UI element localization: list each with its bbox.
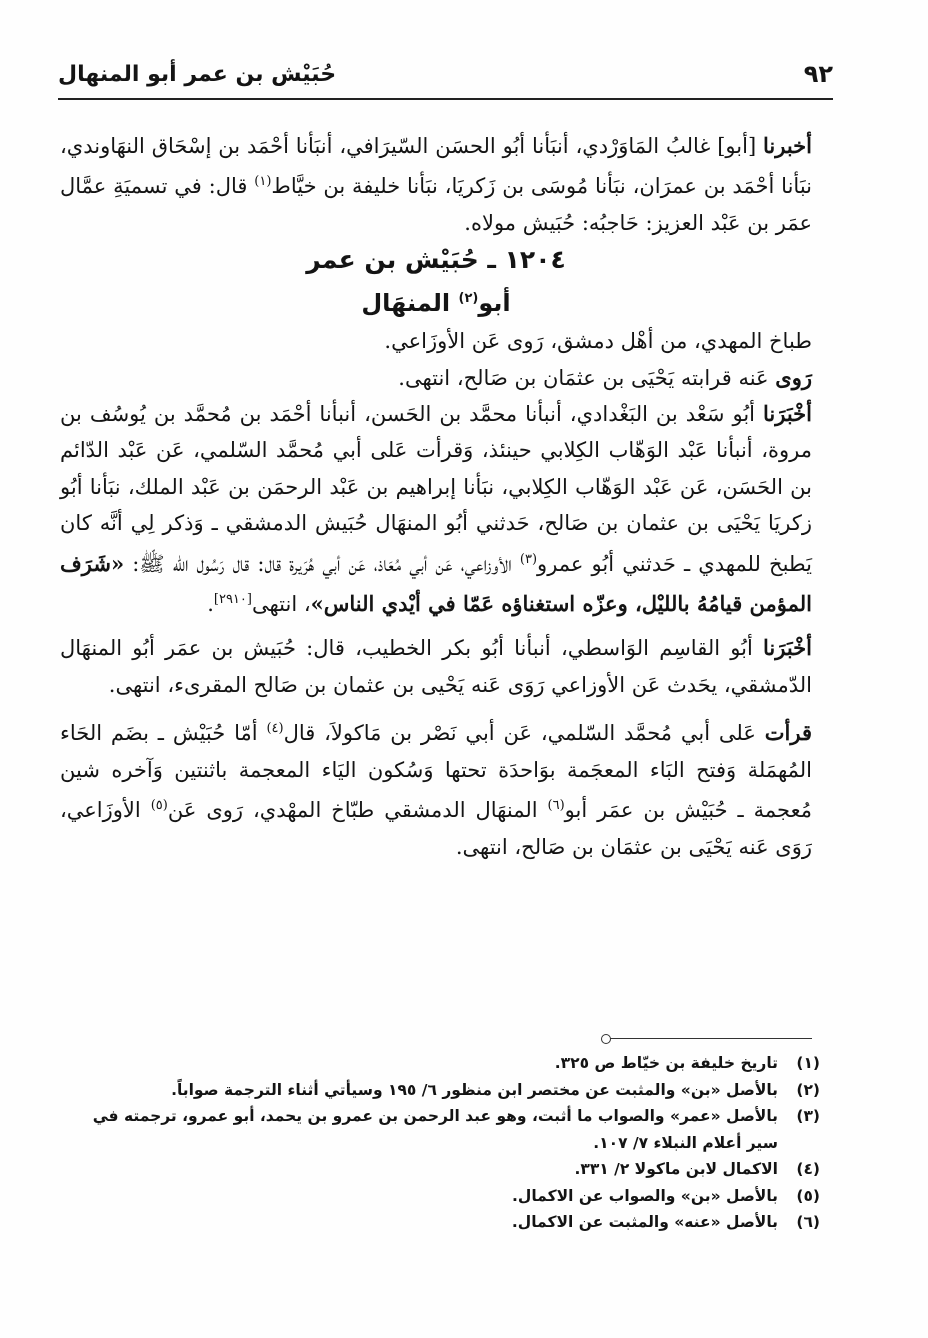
footnote-text: الاكمال لابن ماكولا ٢/ ٣٣١.	[574, 1160, 778, 1178]
paragraph-narrators	[60, 360, 812, 396]
paragraph-text: ، انتهى	[251, 592, 311, 617]
paragraph-text: الأوزاعي، عَن أبي مُعَاذ، عَن أبي هُرَيرة قال: قال رَسُول الله ﷺ:	[124, 551, 520, 576]
paragraph-hadith	[60, 396, 812, 622]
entry-subtitle-part: أبو	[478, 289, 511, 318]
footnote	[62, 1077, 820, 1104]
main-text	[60, 128, 812, 865]
footnote	[62, 1183, 820, 1210]
paragraph-isnad-1	[60, 128, 812, 241]
paragraph-makula	[60, 711, 812, 865]
footnote-marker: (٢)	[458, 291, 479, 307]
paragraph-text: عَلى أبي مُحمَّد السّلمي، عَن أبي نَصْر بن مَاكولاَ، قال	[283, 721, 765, 746]
paragraph-text: [أبو] غالبُ المَاوَرْدي، أنبَأنا أبُو الحسَن السّيرَافي، أنبَأنا أحْمَد بن إسْحَاق النهَاوندي، نبَأنا أحْمَد بن عمرَان، نبَأنا مُوسَى بن زَكريَا، نبَأنا خليفة بن خيَّاط	[60, 134, 813, 199]
paragraph-text: أبُو القاسِم الوَاسطي، أنبأنا أبُو بكر الخطيب، قال: حُبَيش بن عمَر أبُو المنهَال الدّمشقي، يحَدث عَن الأوزاعي رَوَى عَنه يَحْيى بن عثمان بن صَالح المقرىء، انتهى.	[60, 636, 812, 697]
paragraph-lead: أخْبَرَنا	[763, 635, 812, 661]
paragraph-text: قال: في تسميَةِ عمَّال عمَر بن عَبْد العزيز: حَاجبُه: حُبَيش مولاه.	[60, 174, 812, 235]
paragraph-text: عَنه قرابته يَحْيَى بن عثمَان بن صَالح، انتهى.	[398, 365, 776, 390]
paragraph-text: أمّا حُبَيْش ـ بضَم الحَاء المُهمَلة وَفتح البَاء المعجَمة بوَاحدَة تحتها وَسُكون اليَاء المعجمة باثنتين وَآخره شين مُعجمة ـ حُبَيْش بن عمَر أبو	[60, 721, 812, 823]
footnote	[62, 1156, 820, 1183]
page-header	[58, 58, 833, 100]
hadith-reference: [٢٩١٠]	[213, 592, 252, 608]
footnote-text: بالأصل «عنه» والمثبت عن الاكمال.	[511, 1213, 778, 1231]
footnote-text: بالأصل «عمر» والصواب ما أثبت، وهو عبد الرحمن بن عمرو بن يحمد، أبو عمرو، ترجمته في سير أعلام النبلاء ٧/ ١٠٧.	[92, 1107, 778, 1152]
footnote-number: (٥)	[796, 1186, 820, 1205]
footnote-text: بالأصل «بن» والصواب عن الاكمال.	[512, 1186, 778, 1205]
paragraph-khatib	[60, 630, 812, 703]
footnote-number: (١)	[796, 1054, 820, 1072]
entry-title: ١٢٠٤ ـ حُبَيْش بن عمر	[306, 245, 566, 275]
entry-subtitle	[60, 279, 812, 323]
paragraph-text: الأوزَاعي، رَوَى عَنه يَحْيَى بن عثمَان بن صَالح، انتهى.	[60, 798, 812, 859]
paragraph-lead: رَوى	[775, 364, 812, 390]
footnote-number: (٢)	[796, 1080, 820, 1099]
paragraph-bio: طباخ المهدي، من أهْل دمشق، رَوى عَن الأوزَاعي.	[384, 329, 812, 354]
footnote-text: بالأصل «بن» والمثبت عن مختصر ابن منظور ٦/ ١٩٥ وسيأتي أثناء الترجمة صواباً.	[171, 1080, 778, 1099]
footnote-number: (٤)	[796, 1160, 820, 1178]
paragraph-text: أبُو سَعْد بن البَغْدادي، أنبأنا محمَّد بن الحَسن، أنبأنا أحْمَد بن مُحمَّد بن يُوسُف بن مروة، أنبأنا عَبْد الوَهّاب الكِلابي حينئذ، وَقرأت عَلى أبي مُحمَّد السّلمي، عَن عَبْد الدّائم بن الحَسَن، عَن عَبْد الوَهّاب الكِلابي، نبَأنا إبراهيم بن عَبْد الرحمَن بن عَبْد الملك، نبَأنا أبُو زكريَا يَحْيَى بن عثمان بن صَالح، حَدثني أبُو المنهَال حُبَيش الدمشقي ـ وَذكر لِي أنَّه كان يَطبخ للمهدي ـ حَدثني أبُو عمرو	[60, 402, 812, 576]
footnote-marker: (١)	[254, 174, 272, 190]
footnote-text: تاريخ خليفة بن خيّاط ص ٣٢٥.	[554, 1054, 778, 1072]
footnote-number: (٣)	[796, 1107, 820, 1125]
footnote-number: (٦)	[796, 1213, 820, 1231]
page-number: ٩٢	[803, 60, 833, 88]
hadith-quote: «شَرَف المؤمن قيامُهُ بالليْل، وعزّه استغناؤه عَمّا في أيْدي الناس»	[60, 550, 812, 617]
footnote	[62, 1103, 820, 1156]
paragraph-lead: أخبرنا	[763, 133, 812, 158]
footnote-marker: (٣)	[519, 551, 538, 567]
footnote-separator	[607, 1038, 812, 1039]
footnote-marker: (٤)	[266, 721, 284, 737]
paragraph-lead: قرأت	[764, 720, 812, 746]
paragraph-text: المنهَال الدمشقي طبّاخ المهْدي، رَوى عَن	[167, 798, 548, 823]
footnote	[62, 1209, 820, 1236]
footnote-marker: (٥)	[150, 798, 168, 814]
footnote-marker: (٦)	[547, 798, 565, 814]
running-title: حُبَيْش بن عمر أبو المنهال	[58, 62, 337, 87]
paragraph-text: .	[207, 592, 214, 617]
paragraph-lead: أخْبَرَنا	[763, 401, 812, 427]
footnotes	[62, 1050, 820, 1236]
footnote	[62, 1050, 820, 1077]
entry-subtitle-part: المنهَال	[361, 289, 459, 318]
